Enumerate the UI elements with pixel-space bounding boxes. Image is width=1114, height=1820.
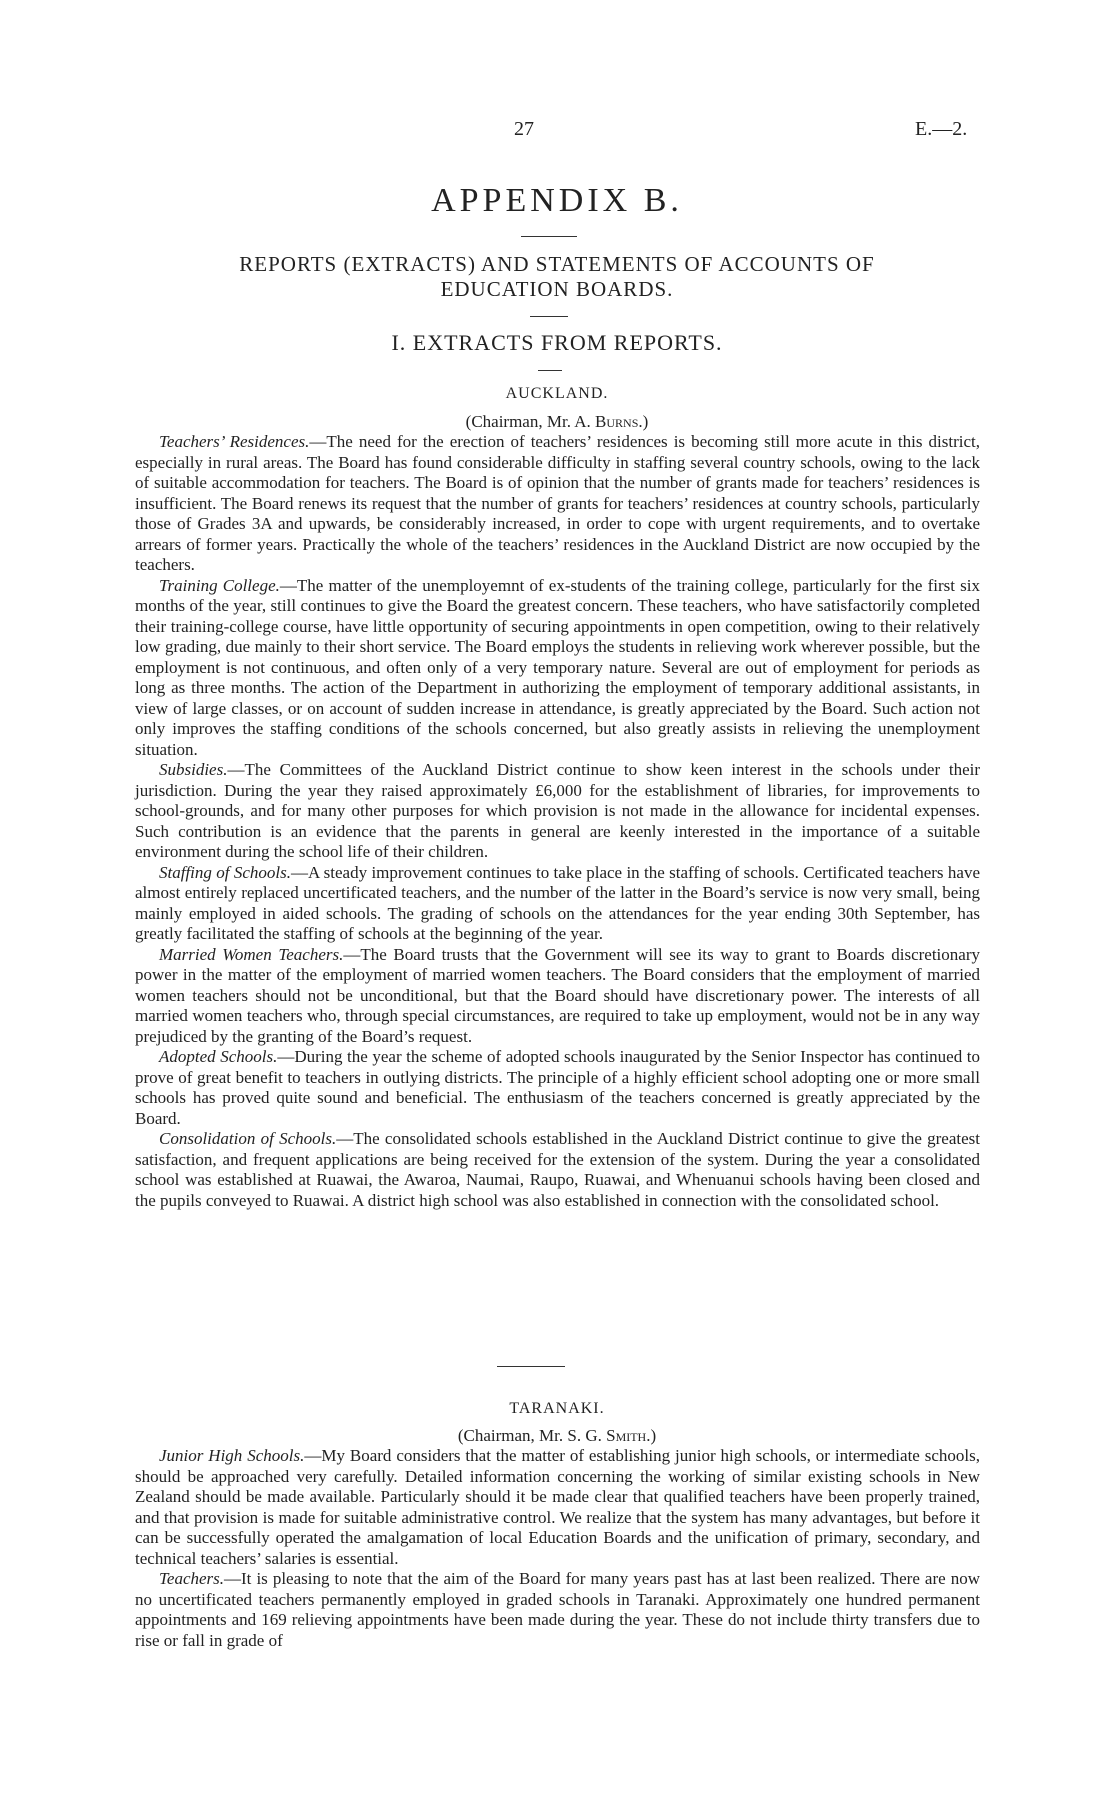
paragraph-text: —The Committees of the Auckland District continue to show keen interest in the schools under their jurisdiction. During the year they raised approximately £6,000 for the establishment of libraries, for improvements to school-grounds, and for many other purposes for which provision is not made in the allowance for incidental expenses. Such contribution is an evidence that the parents in general are keenly interested in the importance of a suitable environment during the school life of their children.	[135, 760, 980, 861]
paragraph-heading: Junior High Schools.	[159, 1446, 305, 1465]
paragraph	[135, 1129, 980, 1211]
paragraph	[135, 945, 980, 1048]
paragraph-text: —The consolidated schools established in the Auckland District continue to give the greatest satisfaction, and frequent applications are being received for the extension of the system. During the year a consolidated school was established at Ruawai, the Awaroa, Naumai, Raupo, Ruawai, and Whenuanui schools having been closed and the pupils conveyed to Ruawai. A district high school was also established in connection with the consolidated school.	[135, 1129, 980, 1210]
paragraph-heading: Consolidation of Schools.	[159, 1129, 337, 1148]
paragraph	[135, 760, 980, 863]
section-divider	[497, 1366, 565, 1367]
title-rule	[521, 236, 577, 237]
chairman-prefix: (Chairman, Mr. S. G.	[457, 1426, 607, 1445]
chairman-line-auckland	[0, 412, 1114, 432]
chairman-suffix: .)	[646, 1426, 657, 1445]
paragraph	[135, 432, 980, 576]
paragraph-heading: Staffing of Schools.	[159, 862, 291, 882]
paragraph-text: —A steady improvement continues to take place in the staffing of schools. Certificated teachers have almost entirely replaced uncertificated teachers, and the number of the latter in the Board’s service is now very small, being mainly employed in aided schools. The grading of schools on the attendances for the year ending 30th September, has greatly facilitated the staffing of schools at the beginning of the year.	[135, 862, 980, 943]
paragraph-text: —The matter of the unemployemnt of ex-students of the training college, particularly for the first six months of the year, still continues to give the Board the greatest concern. These teachers, who have satisfactorily completed their training-college course, have little opportunity of securing appointments in open competition, owing to their relatively low grading, due mainly to their short service. The Board employs the students in relieving work wherever possible, but the employment is not continuous, and often only of a very temporary nature. Several are out of employment for periods as long as three months. The action of the Department in authorizing the employment of temporary additional assistants, in view of large classes, or on account of sudden increase in attendance, is greatly appreciated by the Board. Such action not only improves the staffing conditions of the schools concerned, but also greatly assists in relieving the unemployment situation.	[135, 575, 980, 759]
paragraph-text: —My Board considers that the matter of establishing junior high schools, or intermediate schools, should be approached very carefully. Detailed information concerning the working of similar existing schools in New Zealand should be made available. Particularly should it be made clear that qualified teachers have been properly trained, and that provision is made for suitable administrative control. We realize that the system has many advantages, but before it can be successfully operated the amalgamation of local Education Boards and the unification of primary, secondary, and technical teachers’ salaries is essential.	[135, 1446, 980, 1568]
chairman-line-taranaki	[0, 1426, 1114, 1446]
chairman-prefix: (Chairman, Mr. A.	[465, 412, 596, 431]
section-heading-auckland: AUCKLAND.	[505, 385, 609, 402]
reports-title	[0, 252, 1114, 302]
paragraph	[135, 1047, 980, 1129]
paragraph-heading: Subsidies.	[159, 760, 228, 779]
chairman-name: Burns	[595, 412, 639, 431]
auckland-body	[135, 432, 980, 1211]
paragraph	[135, 576, 980, 761]
paragraph-heading: Adopted Schools.	[159, 1047, 278, 1066]
paragraph	[135, 1446, 980, 1569]
chairman-suffix: .)	[638, 412, 649, 431]
paragraph-heading: Teachers.	[159, 1569, 225, 1588]
paragraph-text: —The need for the erection of teachers’ residences is becoming still more acute in this district, especially in rural areas. The Board has found considerable difficulty in staffing several country schools, owing to the lack of suitable accommodation for teachers. The Board is of opinion that the number of grants made for teachers’ residences is insufficient. The Board renews its request that the number of grants for teachers’ residences at country schools, particularly those of Grades 3A and upwards, be considerably increased, in order to cope with urgent requirements, and to overtake arrears of former years. Practically the whole of the teachers’ residences in the Auckland District are now occupied by the teachers.	[135, 432, 980, 574]
page-number: 27	[514, 118, 534, 140]
taranaki-body	[135, 1446, 980, 1651]
reports-title-line-2: EDUCATION BOARDS.	[440, 277, 674, 301]
extracts-rule	[538, 370, 562, 371]
chairman-name: Smith	[606, 1426, 647, 1445]
paragraph-text: —The Board trusts that the Government will see its way to grant to Boards discretionary power in the matter of the employment of married women teachers. The Board considers that the employment of married women teachers should not be unconditional, but that the Board should have discretionary power. The interests of all married women teachers who, through special circumstances, are required to take up employment, would not be in any way prejudiced by the granting of the Board’s request.	[135, 944, 980, 1046]
paragraph-heading: Teachers’ Residences.	[159, 432, 310, 451]
section-heading-taranaki: TARANAKI.	[509, 1400, 605, 1417]
page-reference: E.—2.	[915, 118, 968, 140]
reports-rule	[530, 316, 568, 317]
reports-title-line-1: REPORTS (EXTRACTS) AND STATEMENTS OF ACCOUNTS OF	[239, 252, 875, 276]
extracts-title: I. EXTRACTS FROM REPORTS.	[391, 330, 723, 355]
paragraph-heading: Married Women Teachers.	[159, 944, 344, 964]
paragraph-text: —During the year the scheme of adopted schools inaugurated by the Senior Inspector has continued to prove of great benefit to teachers in outlying districts. The principle of a highly efficient school adopting one or more small schools has proved quite sound and beneficial. The enthusiasm of the teachers concerned is greatly appreciated by the Board.	[135, 1047, 980, 1128]
paragraph-text: —It is pleasing to note that the aim of the Board for many years past has at last been realized. There are now no uncertificated teachers permanently employed in graded schools in Taranaki. Approximately one hundred permanent appointments and 169 relieving appointments have been made during the year. These do not include thirty transfers due to rise or fall in grade of	[135, 1569, 980, 1650]
paragraph-heading: Training College.	[159, 575, 280, 595]
paragraph	[135, 1569, 980, 1651]
appendix-title: APPENDIX B.	[431, 182, 683, 219]
paragraph	[135, 863, 980, 945]
